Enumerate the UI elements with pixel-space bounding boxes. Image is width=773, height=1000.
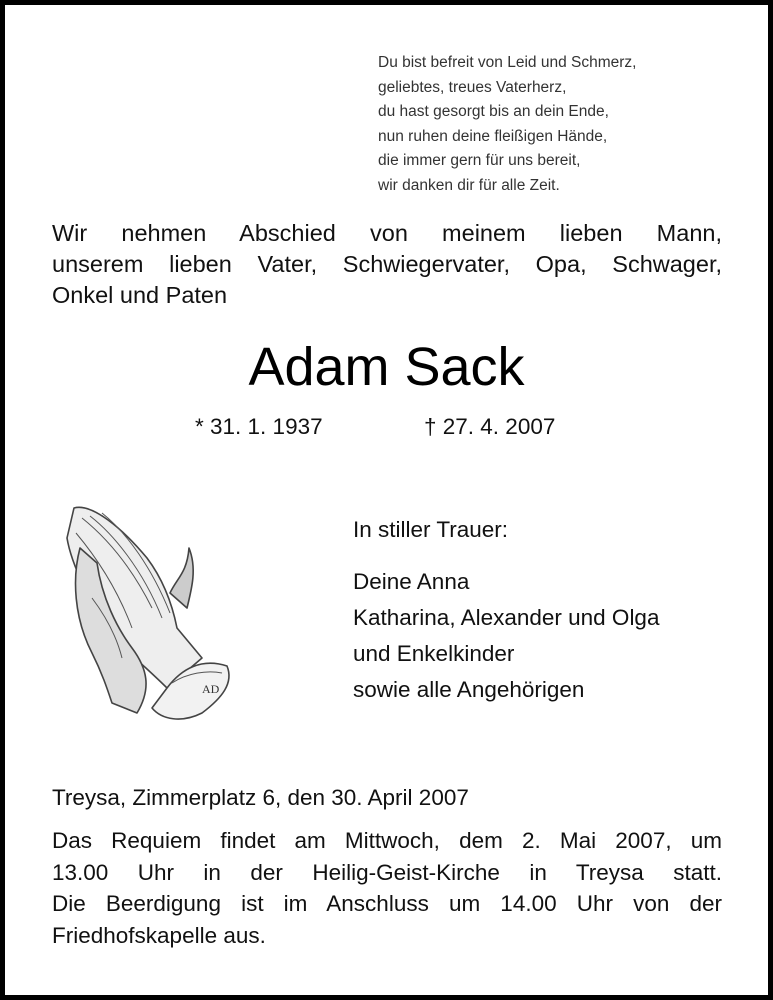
death-date: † 27. 4. 2007 <box>424 414 556 439</box>
info-line: Das Requiem findet am Mittwoch, dem 2. Mai 2007, um <box>52 828 722 853</box>
mourners <box>353 514 659 708</box>
poem-line: Du bist befreit von Leid und Schmerz, <box>378 54 637 71</box>
monogram: AD <box>202 682 220 696</box>
poem-line: geliebtes, treues Vaterherz, <box>378 78 567 96</box>
poem-line: wir danken dir für alle Zeit. <box>378 176 560 194</box>
farewell-line: Onkel und Paten <box>52 282 228 308</box>
mourner-name: und Enkelkinder <box>353 641 515 666</box>
farewell-line: unserem lieben Vater, Schwiegervater, Opa, Schwager, <box>52 251 722 277</box>
mourning-heading: In stiller Trauer: <box>353 517 509 542</box>
poem-line: die immer gern für uns bereit, <box>378 152 581 170</box>
mourner-name: Katharina, Alexander und Olga <box>353 605 660 630</box>
farewell-text <box>52 218 722 311</box>
poem-line: du hast gesorgt bis an dein Ende, <box>378 103 609 121</box>
mourner-name: Deine Anna <box>353 569 470 594</box>
poem-line: nun ruhen deine fleißigen Hände, <box>378 127 608 145</box>
farewell-line: Wir nehmen Abschied von meinem lieben Mann, <box>52 220 722 246</box>
deceased-name: Adam Sack <box>248 337 525 397</box>
funeral-info <box>52 825 722 951</box>
birth-date: * 31. 1. 1937 <box>195 414 323 439</box>
place-and-date: Treysa, Zimmerplatz 6, den 30. April 2007 <box>52 785 469 810</box>
poem <box>378 51 636 199</box>
info-line: 13.00 Uhr in der Heilig-Geist-Kirche in Treysa statt. <box>52 859 722 885</box>
info-line: Friedhofskapelle aus. <box>52 922 266 948</box>
mourner-name: sowie alle Angehörigen <box>353 677 585 702</box>
info-line: Die Beerdigung ist im Anschluss um 14.00 Uhr von der <box>52 891 722 916</box>
praying-hands-icon <box>52 488 242 728</box>
